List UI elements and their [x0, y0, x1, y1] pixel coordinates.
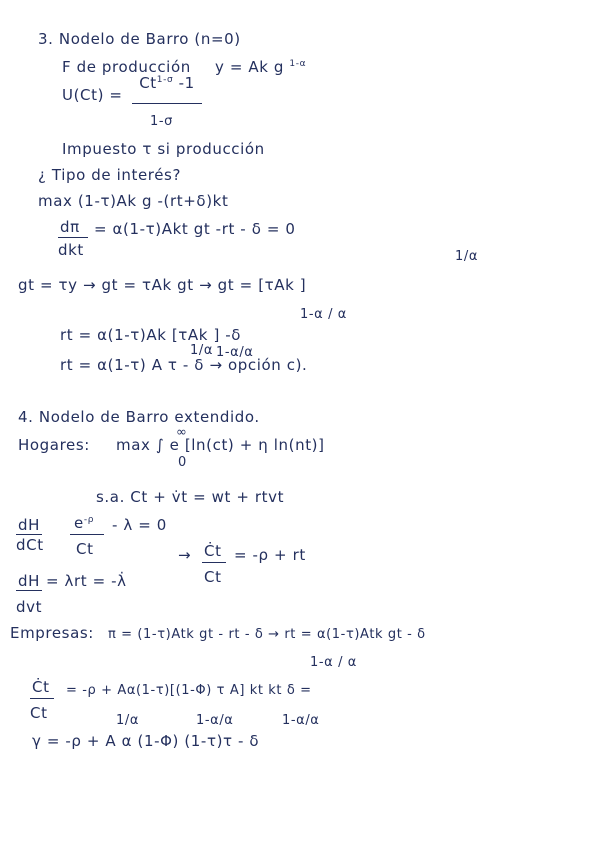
- section-3-title: 3. Nodelo de Barro (n=0): [38, 30, 241, 48]
- final-exp-1: 1/α: [116, 713, 140, 728]
- g-equation: gt = τy → gt = τAk gt → gt = [τAk ]: [18, 276, 307, 294]
- integral-upper-limit: ∞: [176, 425, 188, 440]
- dH-dv-rhs: = λrt = -λ̇: [46, 572, 127, 590]
- hogares-label: Hogares:: [18, 436, 90, 454]
- dH-dc-mid-bar: [70, 534, 104, 535]
- dH-dv-numerator: dH: [18, 572, 41, 590]
- final-exp-2: 1-α/α: [196, 713, 234, 728]
- dH-dv-bar: [16, 590, 42, 591]
- r-equation-1-exponent: 1-α / α: [300, 307, 347, 322]
- tax-line: Impuesto τ si producción: [62, 140, 265, 158]
- production-function-label: F de producción: [62, 58, 191, 76]
- utility-numerator: [132, 76, 202, 91]
- utility-fraction-bar: [132, 103, 202, 104]
- growth-arrow: →: [178, 546, 192, 564]
- final-exp-3: 1-α/α: [282, 713, 320, 728]
- growth-numerator: Ċt: [204, 542, 222, 560]
- hogares-max: max ∫ e [ln(ct) + η ln(nt)]: [116, 436, 325, 454]
- production-exponent: 1-α: [289, 59, 307, 69]
- euler-rhs: = -ρ + Aα(1-τ)[(1-Φ) τ A] kt kt δ =: [66, 683, 312, 698]
- foc-fraction-bar: [58, 237, 88, 238]
- utility-num-text: Ct: [139, 74, 157, 92]
- dH-dv-denominator: dvt: [16, 598, 43, 616]
- production-formula-text: y = Ak g: [215, 58, 285, 76]
- dH-dc-mid-numerator: [74, 516, 94, 531]
- utility-num-tail: -1: [178, 74, 195, 92]
- dH-dc-denominator: dCt: [16, 536, 44, 554]
- growth-bar: [202, 562, 226, 563]
- dH-dc-mid-denominator: Ct: [76, 540, 94, 558]
- euler-bar: [30, 698, 54, 699]
- euler-numerator: Ċt: [32, 678, 50, 696]
- empresas-formula: π = (1-τ)Atk gt - rt - δ → rt = α(1-τ)Atk gt - δ: [108, 627, 426, 642]
- dH-dc-rhs: - λ = 0: [112, 516, 167, 534]
- integral-lower-limit: 0: [178, 455, 187, 470]
- foc-rhs: = α(1-τ)Akt gt -rt - δ = 0: [94, 220, 296, 238]
- utility-denominator: 1-σ: [150, 114, 174, 129]
- g-outer-exponent: 1/α: [455, 249, 479, 264]
- section-4-title: 4. Nodelo de Barro extendido.: [18, 408, 260, 426]
- foc-numerator: dπ: [60, 218, 80, 236]
- r-equation-2: rt = α(1-τ) A τ - δ → opción c).: [60, 356, 308, 374]
- interest-question: ¿ Tipo de interés?: [38, 166, 182, 184]
- euler-denominator: Ct: [30, 704, 48, 722]
- foc-denominator: dkt: [58, 241, 84, 259]
- utility-fraction: [132, 76, 202, 91]
- budget-constraint: s.a. Ct + v̇t = wt + rtvt: [96, 488, 285, 506]
- final-growth-rate: γ = -ρ + A α (1-Φ) (1-τ)τ - δ: [32, 732, 260, 750]
- utility-num-exp: 1-σ: [156, 75, 174, 85]
- growth-rhs: = -ρ + rt: [234, 546, 306, 564]
- r-equation-2-exp2: 1-α/α: [216, 345, 254, 360]
- r-equation-1: rt = α(1-τ)Ak [τAk ] -δ: [60, 326, 242, 344]
- r-equation-2-exp1: 1/α: [190, 343, 214, 358]
- empresas-label: Empresas:: [10, 624, 94, 642]
- euler-exponent: 1-α / α: [310, 655, 357, 670]
- max-profit-line: max (1-τ)Ak g -(rt+δ)kt: [38, 192, 229, 210]
- dH-dc-mid-exp: -ρ: [83, 515, 95, 525]
- production-function-formula: [215, 60, 306, 75]
- dH-dc-numerator: dH: [18, 516, 41, 534]
- utility-lhs: U(Ct) =: [62, 86, 123, 104]
- dH-dc-mid-num-text: e: [74, 514, 84, 532]
- growth-denominator: Ct: [204, 568, 222, 586]
- dH-dc-bar: [16, 534, 42, 535]
